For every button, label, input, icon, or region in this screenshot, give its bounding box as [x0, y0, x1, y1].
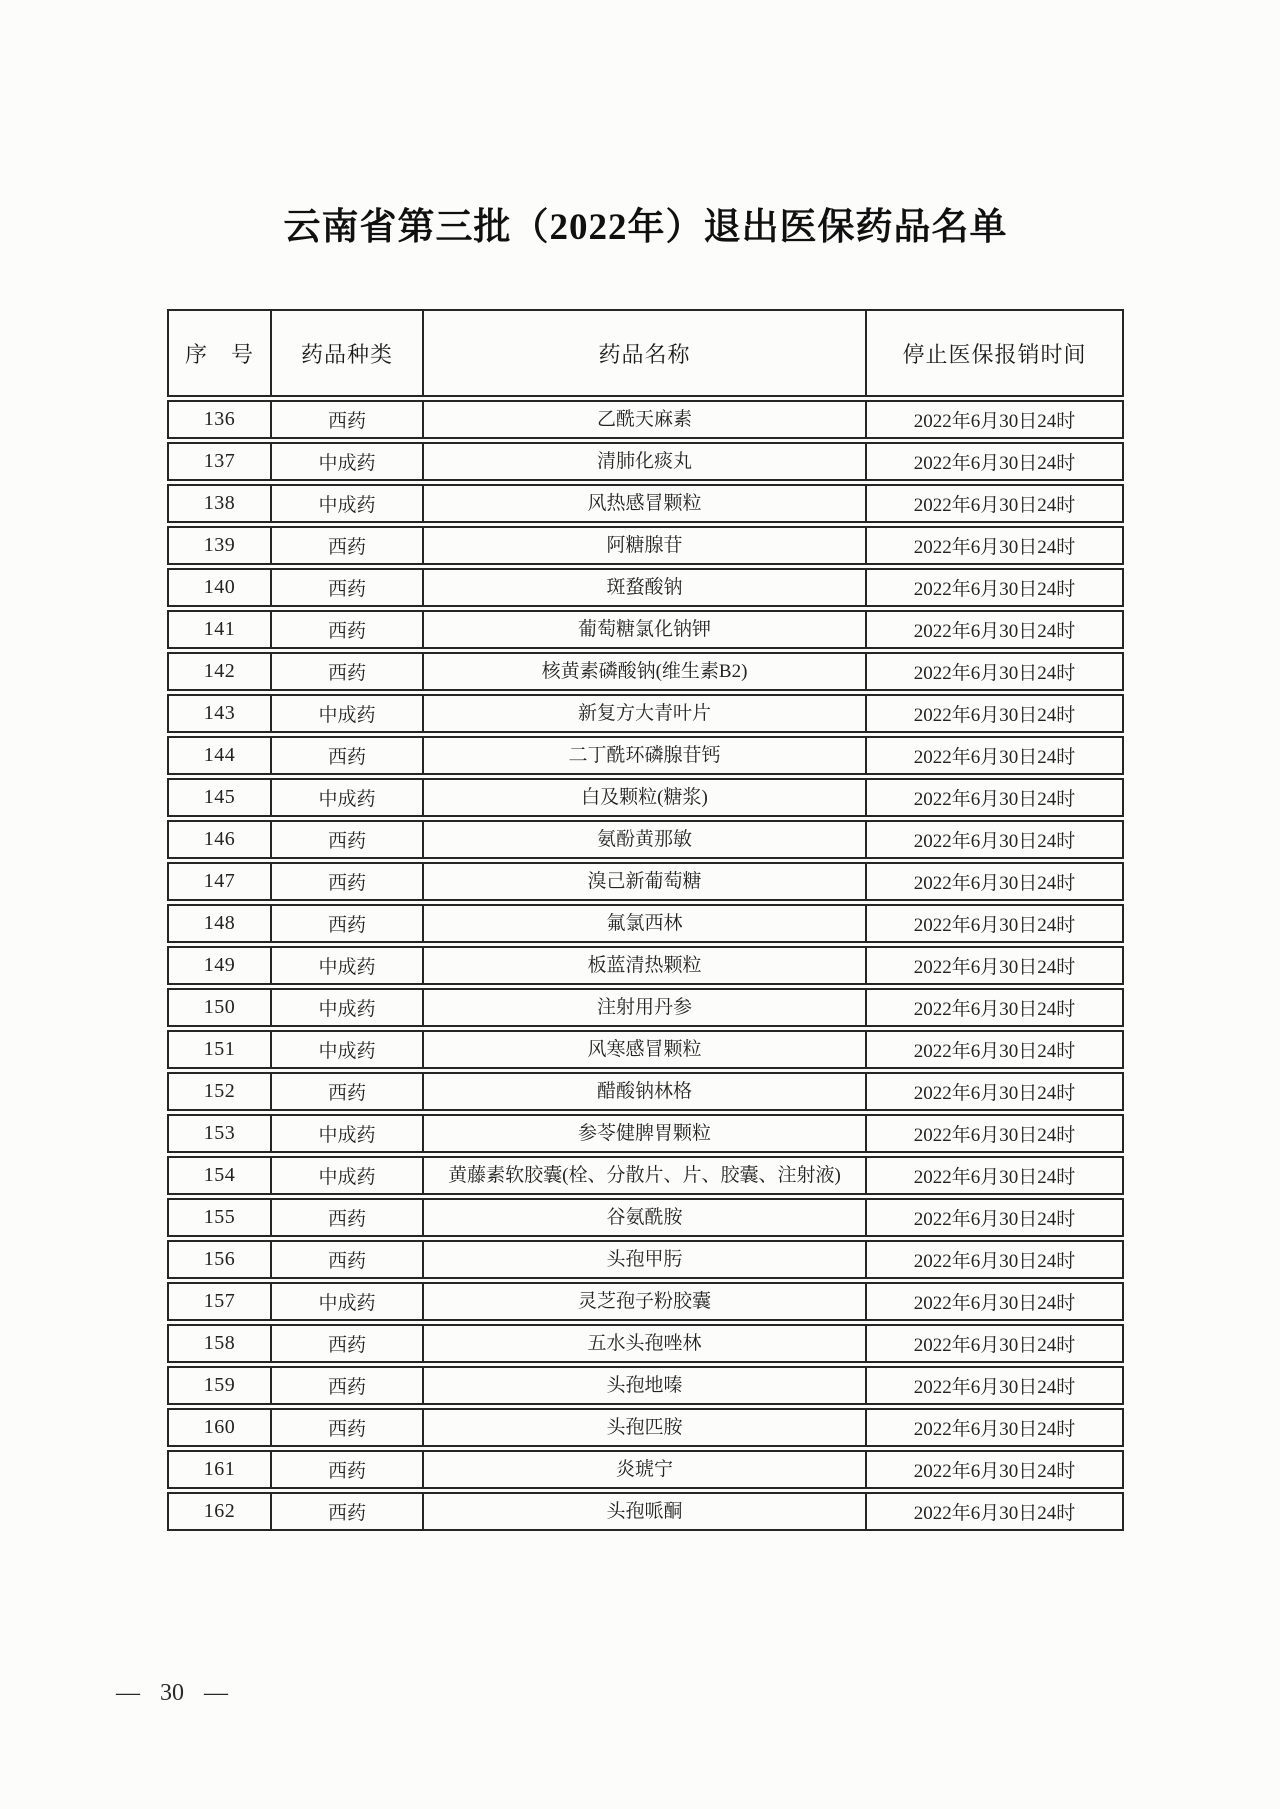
serial-number-cell: 146 [167, 820, 270, 859]
stop-time-cell: 2022年6月30日24时 [865, 736, 1124, 775]
stop-time-cell: 2022年6月30日24时 [865, 442, 1124, 481]
serial-number-cell: 153 [167, 1114, 270, 1153]
serial-number-cell: 158 [167, 1324, 270, 1363]
table-row [167, 1450, 1124, 1489]
stop-time-cell: 2022年6月30日24时 [865, 1282, 1124, 1321]
stop-time-cell: 2022年6月30日24时 [865, 778, 1124, 817]
stop-time-cell: 2022年6月30日24时 [865, 904, 1124, 943]
serial-number-cell: 160 [167, 1408, 270, 1447]
page-number: — 30 — [116, 1680, 228, 1706]
table-row [167, 1240, 1124, 1279]
drug-name-cell: 头孢哌酮 [422, 1492, 865, 1531]
table-row [167, 484, 1124, 523]
drug-name-cell: 白及颗粒(糖浆) [422, 778, 865, 817]
table-row [167, 862, 1124, 901]
table-row [167, 1282, 1124, 1321]
table-row [167, 1366, 1124, 1405]
drug-name-cell: 注射用丹参 [422, 988, 865, 1027]
drug-type-cell: 中成药 [270, 1282, 422, 1321]
table-header-row [167, 309, 1124, 397]
serial-number-cell: 150 [167, 988, 270, 1027]
drug-name-cell: 板蓝清热颗粒 [422, 946, 865, 985]
serial-number-cell: 141 [167, 610, 270, 649]
stop-time-cell: 2022年6月30日24时 [865, 1450, 1124, 1489]
serial-number-cell: 138 [167, 484, 270, 523]
serial-number-cell: 142 [167, 652, 270, 691]
drug-name-cell: 斑蝥酸钠 [422, 568, 865, 607]
stop-time-cell: 2022年6月30日24时 [865, 400, 1124, 439]
drug-name-cell: 醋酸钠林格 [422, 1072, 865, 1111]
drug-table-body [167, 400, 1124, 1531]
drug-name-cell: 谷氨酰胺 [422, 1198, 865, 1237]
drug-name-cell: 阿糖腺苷 [422, 526, 865, 565]
drug-type-cell: 西药 [270, 820, 422, 859]
table-row [167, 568, 1124, 607]
table-row [167, 442, 1124, 481]
table-row [167, 946, 1124, 985]
drug-name-cell: 头孢匹胺 [422, 1408, 865, 1447]
stop-time-cell: 2022年6月30日24时 [865, 1366, 1124, 1405]
stop-time-cell: 2022年6月30日24时 [865, 484, 1124, 523]
serial-number-cell: 139 [167, 526, 270, 565]
header-stop-time: 停止医保报销时间 [865, 309, 1124, 397]
drug-name-cell: 参苓健脾胃颗粒 [422, 1114, 865, 1153]
drug-name-cell: 氟氯西林 [422, 904, 865, 943]
drug-type-cell: 中成药 [270, 442, 422, 481]
table-row [167, 1114, 1124, 1153]
serial-number-cell: 154 [167, 1156, 270, 1195]
drug-type-cell: 西药 [270, 1408, 422, 1447]
stop-time-cell: 2022年6月30日24时 [865, 1030, 1124, 1069]
drug-type-cell: 西药 [270, 1072, 422, 1111]
stop-time-cell: 2022年6月30日24时 [865, 946, 1124, 985]
table-row [167, 904, 1124, 943]
stop-time-cell: 2022年6月30日24时 [865, 568, 1124, 607]
stop-time-cell: 2022年6月30日24时 [865, 1492, 1124, 1531]
serial-number-cell: 152 [167, 1072, 270, 1111]
serial-number-cell: 155 [167, 1198, 270, 1237]
drug-type-cell: 西药 [270, 400, 422, 439]
page-title: 云南省第三批（2022年）退出医保药品名单 [283, 207, 1008, 248]
stop-time-cell: 2022年6月30日24时 [865, 694, 1124, 733]
table-row [167, 1324, 1124, 1363]
stop-time-cell: 2022年6月30日24时 [865, 1198, 1124, 1237]
drug-type-cell: 中成药 [270, 694, 422, 733]
drug-type-cell: 西药 [270, 568, 422, 607]
drug-name-cell: 风寒感冒颗粒 [422, 1030, 865, 1069]
drug-type-cell: 西药 [270, 1240, 422, 1279]
drug-type-cell: 中成药 [270, 946, 422, 985]
stop-time-cell: 2022年6月30日24时 [865, 1408, 1124, 1447]
drug-type-cell: 西药 [270, 862, 422, 901]
table-row [167, 400, 1124, 439]
drug-name-cell: 乙酰天麻素 [422, 400, 865, 439]
serial-number-cell: 136 [167, 400, 270, 439]
drug-name-cell: 头孢地嗪 [422, 1366, 865, 1405]
drug-name-cell: 黄藤素软胶囊(栓、分散片、片、胶囊、注射液) [422, 1156, 865, 1195]
drug-type-cell: 西药 [270, 610, 422, 649]
stop-time-cell: 2022年6月30日24时 [865, 820, 1124, 859]
drug-type-cell: 西药 [270, 1492, 422, 1531]
table-row [167, 820, 1124, 859]
serial-number-cell: 157 [167, 1282, 270, 1321]
stop-time-cell: 2022年6月30日24时 [865, 610, 1124, 649]
stop-time-cell: 2022年6月30日24时 [865, 1324, 1124, 1363]
drug-type-cell: 中成药 [270, 1156, 422, 1195]
serial-number-cell: 148 [167, 904, 270, 943]
drug-type-cell: 中成药 [270, 1114, 422, 1153]
table-row [167, 1030, 1124, 1069]
serial-number-cell: 143 [167, 694, 270, 733]
stop-time-cell: 2022年6月30日24时 [865, 526, 1124, 565]
stop-time-cell: 2022年6月30日24时 [865, 1240, 1124, 1279]
drug-type-cell: 中成药 [270, 988, 422, 1027]
table-row [167, 694, 1124, 733]
drug-type-cell: 中成药 [270, 778, 422, 817]
drug-type-cell: 西药 [270, 736, 422, 775]
drug-name-cell: 核黄素磷酸钠(维生素B2) [422, 652, 865, 691]
drug-type-cell: 西药 [270, 526, 422, 565]
table-row [167, 526, 1124, 565]
serial-number-cell: 147 [167, 862, 270, 901]
header-drug-type: 药品种类 [270, 309, 422, 397]
drug-name-cell: 氨酚黄那敏 [422, 820, 865, 859]
table-row [167, 1408, 1124, 1447]
serial-number-cell: 144 [167, 736, 270, 775]
drug-name-cell: 风热感冒颗粒 [422, 484, 865, 523]
drug-exit-table [167, 306, 1124, 1534]
drug-type-cell: 西药 [270, 1324, 422, 1363]
drug-type-cell: 西药 [270, 1450, 422, 1489]
serial-number-cell: 140 [167, 568, 270, 607]
serial-number-cell: 149 [167, 946, 270, 985]
serial-number-cell: 162 [167, 1492, 270, 1531]
table-row [167, 778, 1124, 817]
table-row [167, 610, 1124, 649]
serial-number-cell: 159 [167, 1366, 270, 1405]
stop-time-cell: 2022年6月30日24时 [865, 862, 1124, 901]
drug-name-cell: 清肺化痰丸 [422, 442, 865, 481]
drug-type-cell: 西药 [270, 1366, 422, 1405]
drug-name-cell: 葡萄糖氯化钠钾 [422, 610, 865, 649]
stop-time-cell: 2022年6月30日24时 [865, 1156, 1124, 1195]
drug-name-cell: 炎琥宁 [422, 1450, 865, 1489]
stop-time-cell: 2022年6月30日24时 [865, 988, 1124, 1027]
table-row [167, 736, 1124, 775]
serial-number-cell: 137 [167, 442, 270, 481]
stop-time-cell: 2022年6月30日24时 [865, 652, 1124, 691]
drug-type-cell: 西药 [270, 1198, 422, 1237]
header-serial-number: 序 号 [167, 309, 270, 397]
drug-type-cell: 西药 [270, 904, 422, 943]
serial-number-cell: 156 [167, 1240, 270, 1279]
table-row [167, 652, 1124, 691]
drug-name-cell: 灵芝孢子粉胶囊 [422, 1282, 865, 1321]
table-header [167, 309, 1124, 397]
drug-name-cell: 五水头孢唑林 [422, 1324, 865, 1363]
header-drug-name: 药品名称 [422, 309, 865, 397]
drug-name-cell: 新复方大青叶片 [422, 694, 865, 733]
drug-name-cell: 头孢甲肟 [422, 1240, 865, 1279]
table-row [167, 1156, 1124, 1195]
drug-type-cell: 中成药 [270, 1030, 422, 1069]
drug-type-cell: 西药 [270, 652, 422, 691]
drug-name-cell: 溴己新葡萄糖 [422, 862, 865, 901]
serial-number-cell: 151 [167, 1030, 270, 1069]
table-row [167, 1198, 1124, 1237]
table-row [167, 988, 1124, 1027]
stop-time-cell: 2022年6月30日24时 [865, 1114, 1124, 1153]
drug-type-cell: 中成药 [270, 484, 422, 523]
stop-time-cell: 2022年6月30日24时 [865, 1072, 1124, 1111]
serial-number-cell: 145 [167, 778, 270, 817]
table-row [167, 1492, 1124, 1531]
serial-number-cell: 161 [167, 1450, 270, 1489]
drug-name-cell: 二丁酰环磷腺苷钙 [422, 736, 865, 775]
table-row [167, 1072, 1124, 1111]
